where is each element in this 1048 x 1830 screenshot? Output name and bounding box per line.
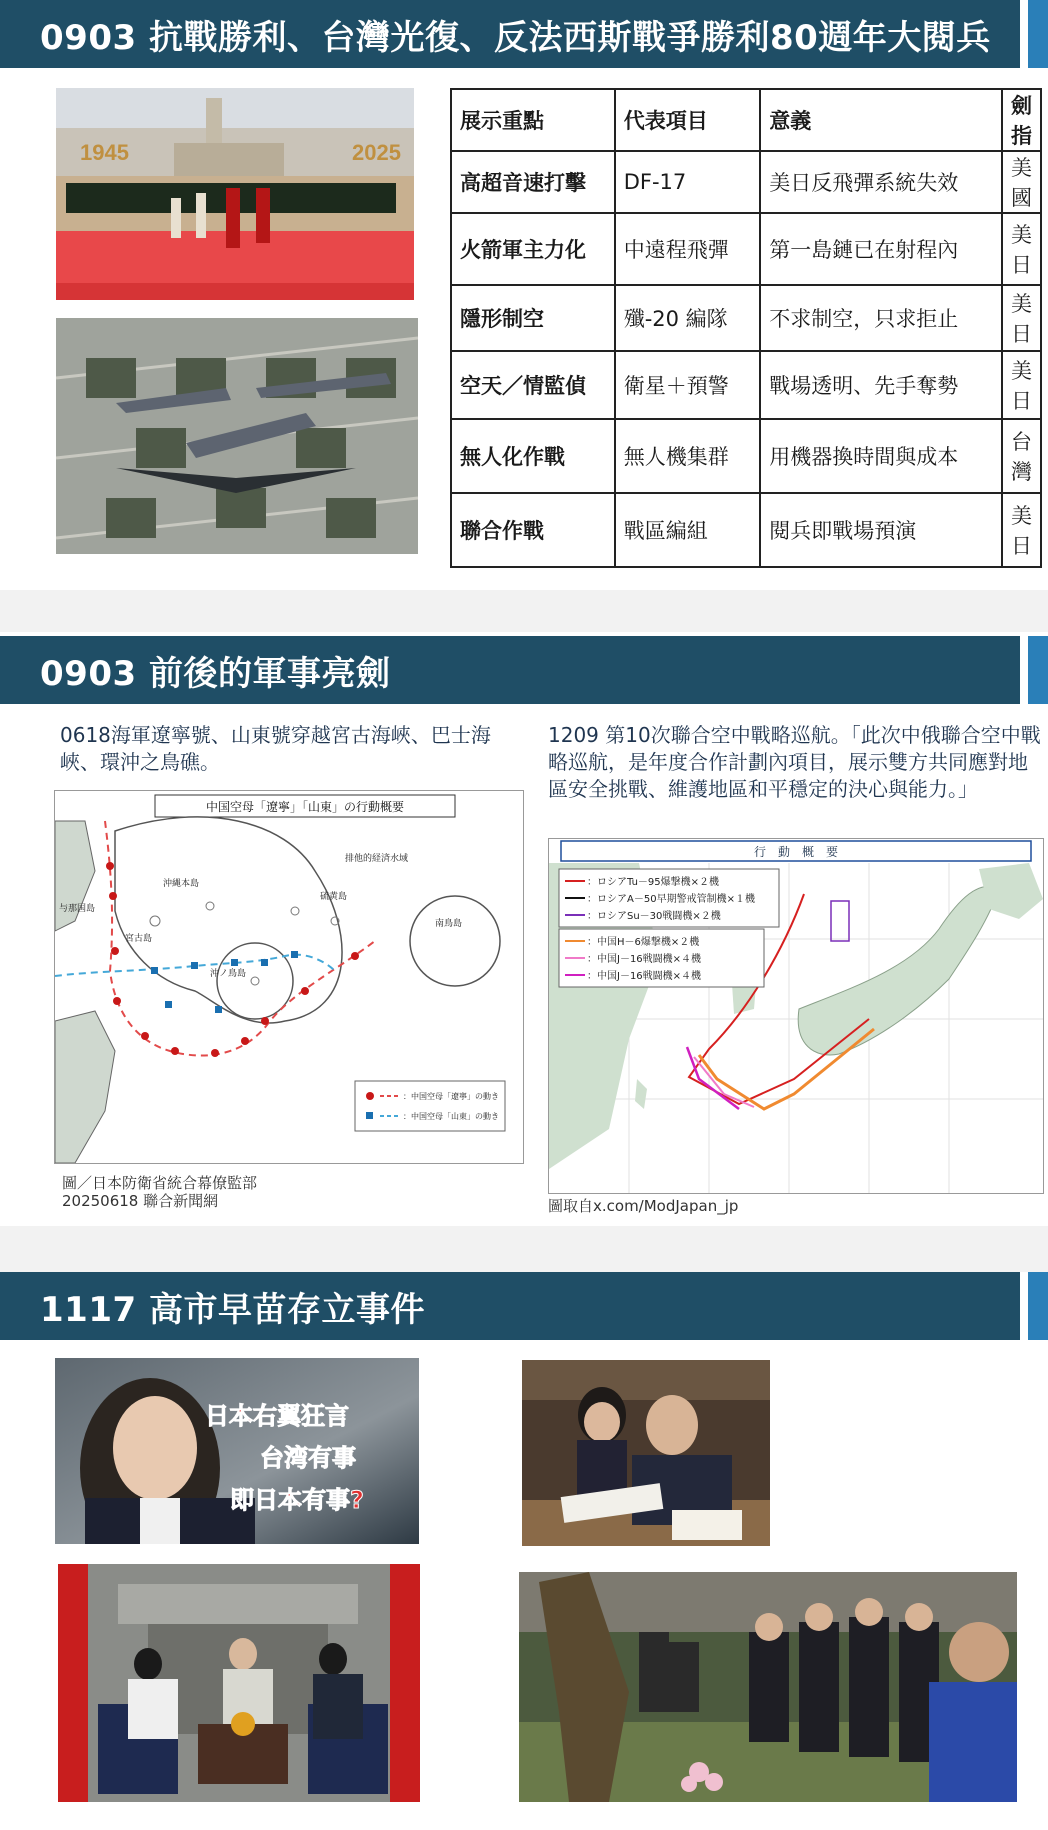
parade-photo (56, 88, 414, 300)
table-cell: 不求制空，只求拒止 (760, 285, 1002, 351)
parade-focus-table (450, 88, 1042, 568)
map-label-iwoto: 硫黄島 (320, 892, 348, 902)
header-accent-bar (1028, 0, 1048, 68)
section-title-text: 0903 前後的軍事亮劍 (40, 653, 391, 694)
table-row (451, 151, 1041, 213)
section-divider (0, 1226, 1048, 1272)
table-cell: 美日 (1002, 285, 1041, 351)
patrol-legend-j16b: ：中国J－16戦闘機×４機 (587, 971, 702, 982)
table-header-cell: 代表項目 (615, 89, 761, 151)
news-overlay-line1: 日本右翼狂言 (205, 1402, 349, 1430)
carrier-route-map (54, 790, 524, 1164)
section-title-parade (0, 0, 1020, 68)
joint-patrol-map (548, 838, 1044, 1194)
patrol-legend-h6: ：中国H－6爆撃機×２機 (587, 937, 700, 948)
patrol-map-title: 行 動 概 要 (753, 845, 839, 859)
parade-year-2025: 2025 (352, 140, 401, 165)
map-label-okinawa: 沖縄本島 (163, 879, 200, 889)
map-label-eez: 排他的経済水域 (345, 854, 409, 864)
table-row (451, 351, 1041, 419)
table-cell: 空天／情監偵 (451, 351, 615, 419)
table-row (451, 285, 1041, 351)
map-label-okinotori: 沖ノ鳥島 (210, 969, 247, 979)
table-cell: 美日反飛彈系統失效 (760, 151, 1002, 213)
diet-session-photo (522, 1360, 770, 1546)
table-row (451, 493, 1041, 567)
table-cell: 美國 (1002, 151, 1041, 213)
section-title-military (0, 636, 1020, 704)
table-header-cell: 意義 (760, 89, 1002, 151)
map-label-yonaguni: 与那国島 (59, 904, 96, 914)
section-title-takaichi (0, 1272, 1020, 1340)
patrol-caption: 1209 第10次聯合空中戰略巡航。「此次中俄聯合空中戰略巡航，是年度合作計劃內項目，展示雙方共同應對地區安全挑戰、維護地區和平穩定的決心與能力。」 (548, 723, 1041, 801)
section-title-text: 0903 抗戰勝利、台灣光復、反法西斯戰爭勝利80週年大閱兵 (40, 17, 991, 58)
patrol-legend-su30: ：ロシアSu－30戦闘機×２機 (587, 911, 721, 922)
map-label-minamitori: 南鳥島 (435, 919, 463, 929)
right-map-source: 圖取自x.com/ModJapan_jp (548, 1197, 739, 1215)
section-divider (0, 590, 1048, 632)
map-title: 中国空母「遼寧」「山東」の行動概要 (205, 800, 405, 814)
table-cell: 無人化作戰 (451, 419, 615, 493)
table-cell: 無人機集群 (615, 419, 761, 493)
table-cell: 閱兵即戰場預演 (760, 493, 1002, 567)
header-accent-bar (1028, 1272, 1048, 1340)
table-row (451, 419, 1041, 493)
left-map-source (62, 1174, 257, 1210)
table-cell: 高超音速打擊 (451, 151, 615, 213)
table-cell: 戰場透明、先手奪勢 (760, 351, 1002, 419)
carrier-caption: 0618海軍遼寧號、山東號穿越宮古海峽、巴士海峽、環沖之鳥礁。 (60, 723, 491, 774)
memorial-bow-photo (519, 1572, 1017, 1802)
table-row (451, 213, 1041, 285)
table-cell: 美日 (1002, 213, 1041, 285)
table-cell: DF-17 (615, 151, 761, 213)
table-cell: 台灣 (1002, 419, 1041, 493)
table-cell: 第一島鏈已在射程內 (760, 213, 1002, 285)
news-overlay-line2: 台湾有事 (260, 1444, 356, 1472)
table-cell: 聯合作戰 (451, 493, 615, 567)
table-header-cell: 展示重點 (451, 89, 615, 151)
patrol-legend-tu95: ：ロシアTu－95爆撃機×２機 (587, 877, 720, 888)
table-header-cell: 劍指 (1002, 89, 1041, 151)
drone-vehicle-photo (56, 318, 418, 554)
table-cell: 中遠程飛彈 (615, 213, 761, 285)
table-header-row (451, 89, 1041, 151)
left-map-source-line1: 圖／日本防衛省統合幕僚監部 (62, 1174, 258, 1192)
left-map-source-line2: 20250618 聯合新聞網 (62, 1192, 219, 1210)
news-overlay-line3: 即日本有事? (230, 1486, 364, 1514)
table-cell: 戰區編組 (615, 493, 761, 567)
section-title-text: 1117 高市早苗存立事件 (40, 1289, 425, 1330)
map-legend-shandong: ：中国空母「山東」の動き (403, 1112, 499, 1121)
takaichi-news-photo (55, 1358, 419, 1544)
patrol-legend-a50: ：ロシアA－50早期警戒管制機×１機 (587, 894, 755, 905)
parade-year-1945: 1945 (80, 140, 129, 165)
table-cell: 美日 (1002, 351, 1041, 419)
table-cell: 隱形制空 (451, 285, 615, 351)
patrol-legend-j16a: ：中国J－16戦闘機×４機 (587, 954, 702, 965)
table-cell: 美日 (1002, 493, 1041, 567)
presidential-meeting-photo (58, 1564, 420, 1802)
header-accent-bar (1028, 636, 1048, 704)
table-cell: 衛星＋預警 (615, 351, 761, 419)
table-cell: 火箭軍主力化 (451, 213, 615, 285)
table-cell: 用機器換時間與成本 (760, 419, 1002, 493)
map-legend-liaoning: ：中国空母「遼寧」の動き (403, 1092, 499, 1101)
table-cell: 殲-20 編隊 (615, 285, 761, 351)
map-label-miyako: 宮古島 (125, 934, 153, 944)
